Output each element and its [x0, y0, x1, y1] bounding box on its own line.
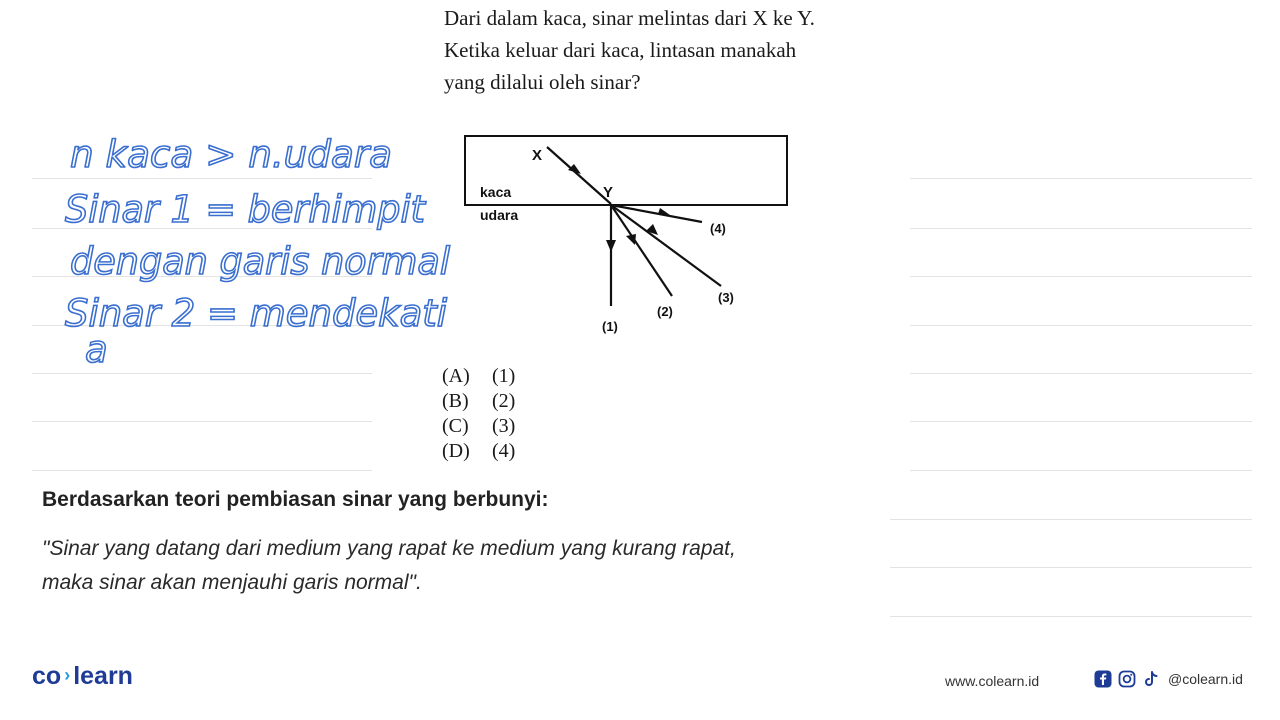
question-line: yang dilalui oleh sinar?	[444, 70, 641, 94]
label-path-4: (4)	[710, 221, 726, 236]
social-handle[interactable]: @colearn.id	[1168, 671, 1243, 687]
label-path-3: (3)	[718, 290, 734, 305]
question-text	[444, 2, 884, 98]
logo-dot: ›	[64, 665, 71, 685]
arrow-path-4	[658, 208, 670, 215]
website-link[interactable]: www.colearn.id	[945, 673, 1040, 689]
option-letter: (C)	[442, 415, 469, 437]
label-y: Y	[603, 184, 614, 201]
tiktok-icon[interactable]	[1142, 670, 1160, 688]
question-line: Ketika keluar dari kaca, lintasan manakah	[444, 38, 797, 62]
handwritten-line: n kaca > n.udara	[70, 133, 392, 176]
social-links	[1094, 670, 1243, 688]
option-value: (2)	[492, 390, 516, 412]
label-udara: udara	[480, 207, 519, 223]
handwritten-line: dengan garis normal	[70, 240, 451, 283]
theory-quote	[42, 532, 872, 600]
ray-path-3	[611, 205, 721, 286]
option-c[interactable]	[442, 414, 515, 439]
option-letter: (B)	[442, 390, 469, 412]
option-value: (4)	[492, 440, 516, 462]
ray-path-2	[611, 205, 672, 296]
option-letter: (A)	[442, 365, 470, 387]
incident-ray	[547, 147, 614, 204]
question-line: Dari dalam kaca, sinar melintas dari X ke Y.	[444, 6, 815, 30]
instagram-icon[interactable]	[1118, 670, 1136, 688]
label-path-2: (2)	[657, 304, 673, 319]
option-d[interactable]	[442, 439, 515, 464]
handwritten-line: Sinar 2 = mendekati	[65, 292, 448, 335]
handwritten-notes	[55, 122, 455, 372]
option-b[interactable]	[442, 389, 515, 414]
logo-left: co	[32, 662, 62, 690]
logo-right: learn	[73, 662, 133, 690]
label-kaca: kaca	[480, 184, 512, 200]
ray-path-4	[611, 205, 702, 222]
theory-title: Berdasarkan teori pembiasan sinar yang berbunyi:	[42, 488, 549, 511]
glass-block	[465, 136, 787, 205]
answer-options	[442, 364, 515, 464]
quote-line: "Sinar yang datang dari medium yang rapat ke medium yang kurang rapat,	[42, 537, 736, 560]
arrow-path-2	[626, 234, 636, 245]
option-value: (3)	[492, 415, 516, 437]
handwritten-line: a	[85, 328, 108, 371]
facebook-icon[interactable]	[1094, 670, 1112, 688]
label-x: X	[532, 147, 543, 164]
option-letter: (D)	[442, 440, 470, 462]
arrow-path-1	[606, 240, 616, 252]
colearn-logo[interactable]	[32, 662, 133, 691]
handwritten-line: Sinar 1 = berhimpit	[65, 188, 427, 231]
refraction-diagram	[440, 120, 810, 345]
quote-line: maka sinar akan menjauhi garis normal".	[42, 571, 422, 594]
option-value: (1)	[492, 365, 516, 387]
label-path-1: (1)	[602, 319, 618, 334]
